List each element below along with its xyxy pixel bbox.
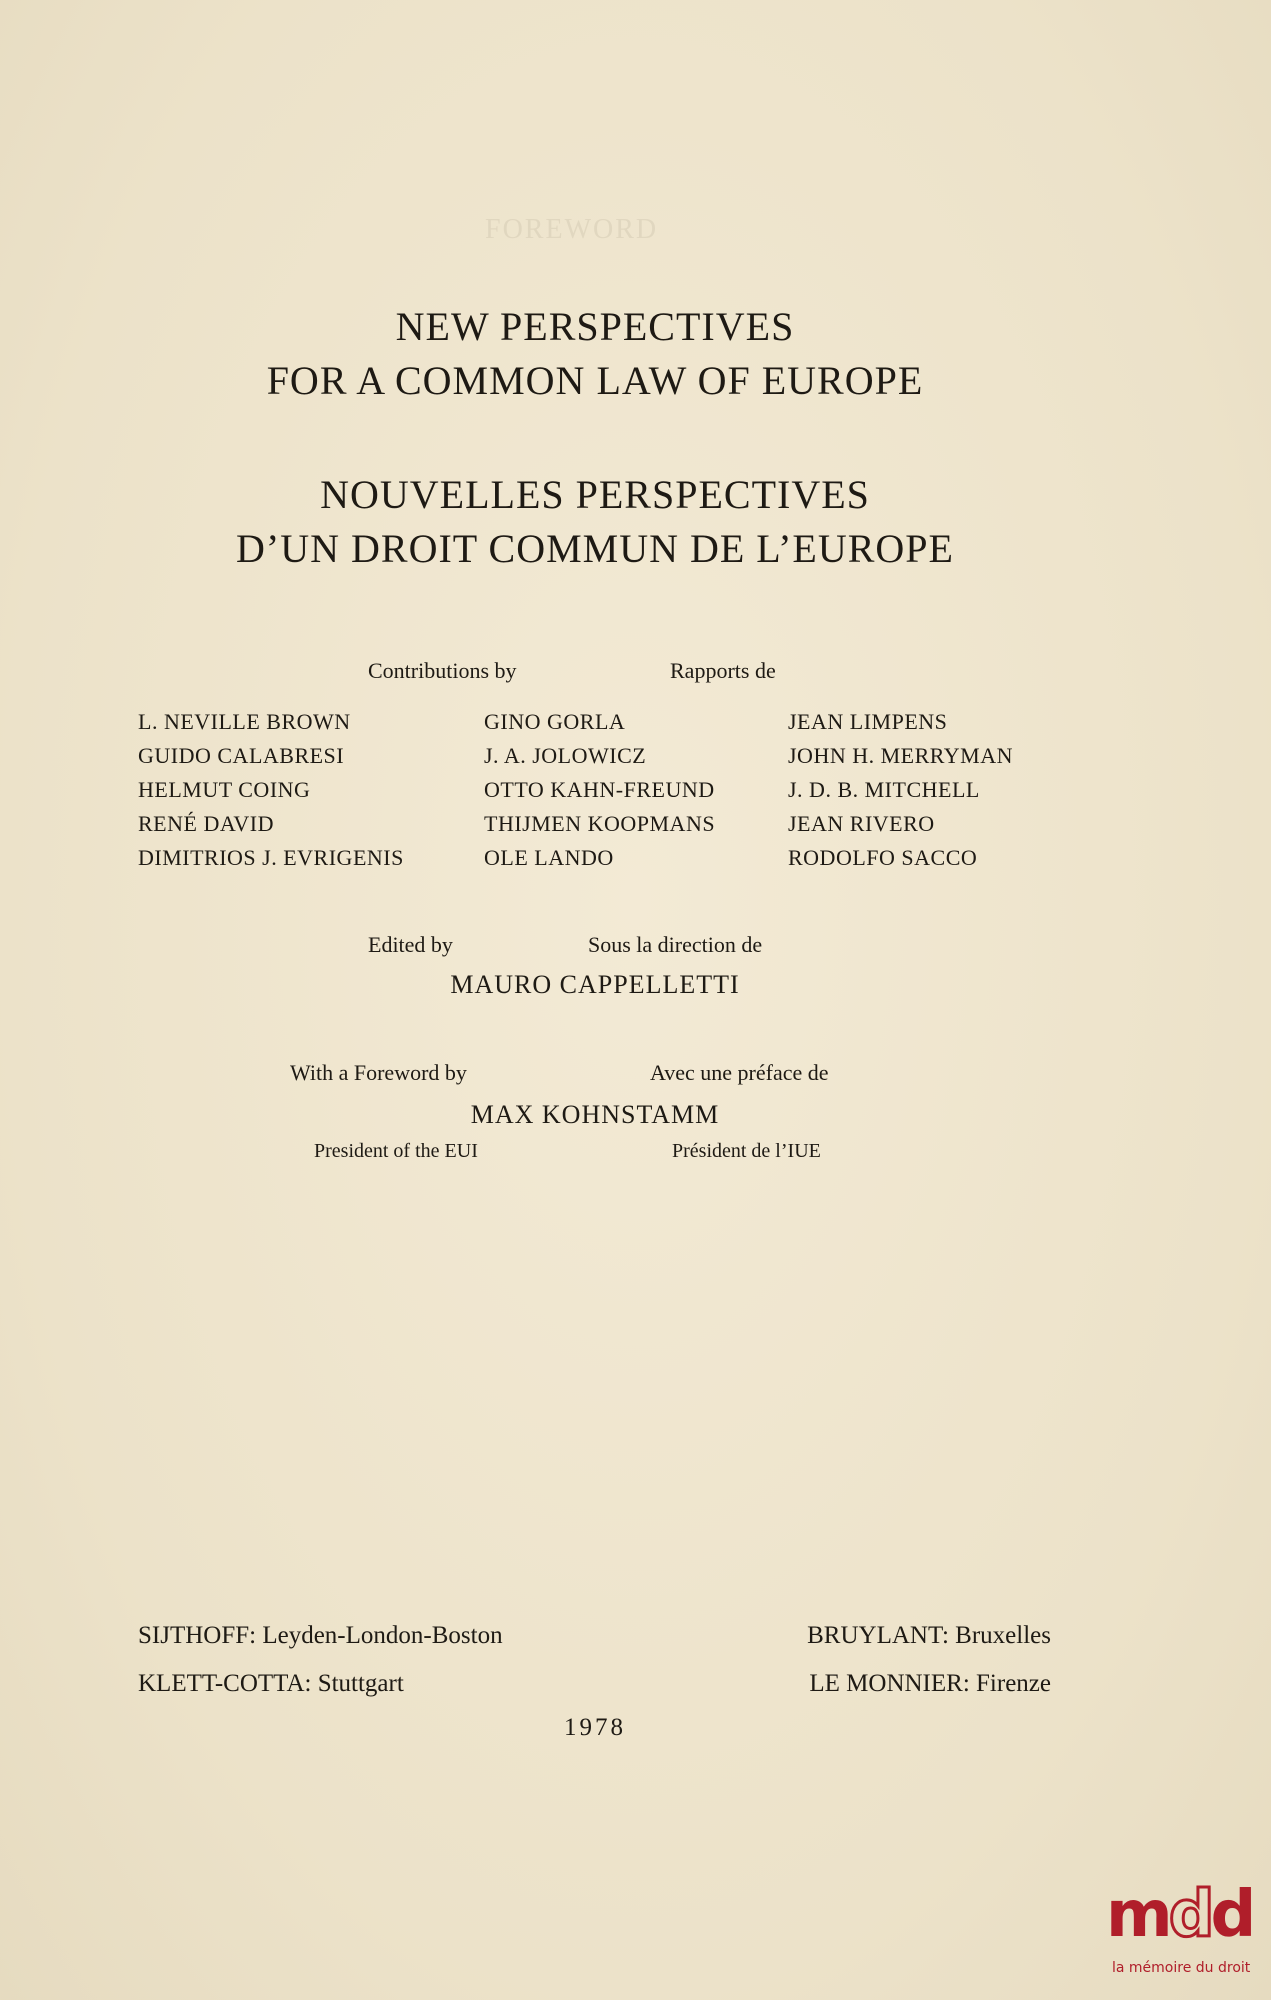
foreword-author-title-en: President of the EUI [314, 1140, 478, 1162]
publication-year: 1978 [564, 1714, 626, 1741]
contributor-name: GINO GORLA [484, 709, 626, 734]
title-line: D’UN DROIT COMMUN DE L’EUROPE [236, 526, 954, 571]
contributor-name: HELMUT COING [138, 777, 311, 802]
contributor-name: JEAN LIMPENS [788, 709, 948, 734]
publisher-klett-cotta: KLETT-COTTA: Stuttgart [138, 1670, 404, 1697]
logo-mark: mdd [1106, 1878, 1253, 1952]
contributor-name: THIJMEN KOOPMANS [484, 811, 716, 836]
publisher-le-monnier: LE MONNIER: Firenze [809, 1670, 1051, 1697]
logo-tagline: la mémoire du droit [1112, 1960, 1251, 1976]
title-line: NEW PERSPECTIVES [395, 304, 795, 349]
contributors-column [788, 705, 1013, 875]
contributor-name: RODOLFO SACCO [788, 845, 978, 870]
contributor-name: JOHN H. MERRYMAN [788, 743, 1013, 768]
mdd-logo[interactable] [1100, 1880, 1260, 1992]
editor-name: MAURO CAPPELLETTI [450, 970, 740, 999]
publisher-sijthoff: SIJTHOFF: Leyden-London-Boston [138, 1622, 503, 1649]
contributions-label-en: Contributions by [368, 658, 517, 683]
publisher-bruylant: BRUYLANT: Bruxelles [807, 1622, 1051, 1649]
english-title [0, 300, 1190, 408]
contributor-name: JEAN RIVERO [788, 811, 935, 836]
contributors-column [484, 705, 715, 875]
title-line: FOR A COMMON LAW OF EUROPE [266, 358, 924, 403]
contributor-name: J. D. B. MITCHELL [788, 777, 980, 802]
sous-direction-label: Sous la direction de [588, 932, 763, 957]
foreword-author-title-fr: Président de l’IUE [672, 1140, 821, 1162]
contributions-label-fr: Rapports de [670, 658, 776, 683]
contributor-name: OLE LANDO [484, 845, 614, 870]
foreword-author-name: MAX KOHNSTAMM [470, 1100, 720, 1129]
edited-by-label: Edited by [368, 932, 453, 957]
contributor-name: RENÉ DAVID [138, 811, 274, 836]
show-through-text: FOREWORD [485, 214, 659, 245]
contributor-name: J. A. JOLOWICZ [484, 743, 647, 768]
title-line: NOUVELLES PERSPECTIVES [320, 472, 870, 517]
foreword-label-en: With a Foreword by [290, 1060, 467, 1085]
contributors-column [138, 705, 404, 875]
foreword-label-fr: Avec une préface de [650, 1060, 829, 1085]
contributor-name: OTTO KAHN-FREUND [484, 777, 715, 802]
contributor-name: DIMITRIOS J. EVRIGENIS [138, 845, 404, 870]
contributor-name: GUIDO CALABRESI [138, 743, 345, 768]
contributor-name: L. NEVILLE BROWN [138, 709, 351, 734]
french-title [0, 468, 1190, 576]
